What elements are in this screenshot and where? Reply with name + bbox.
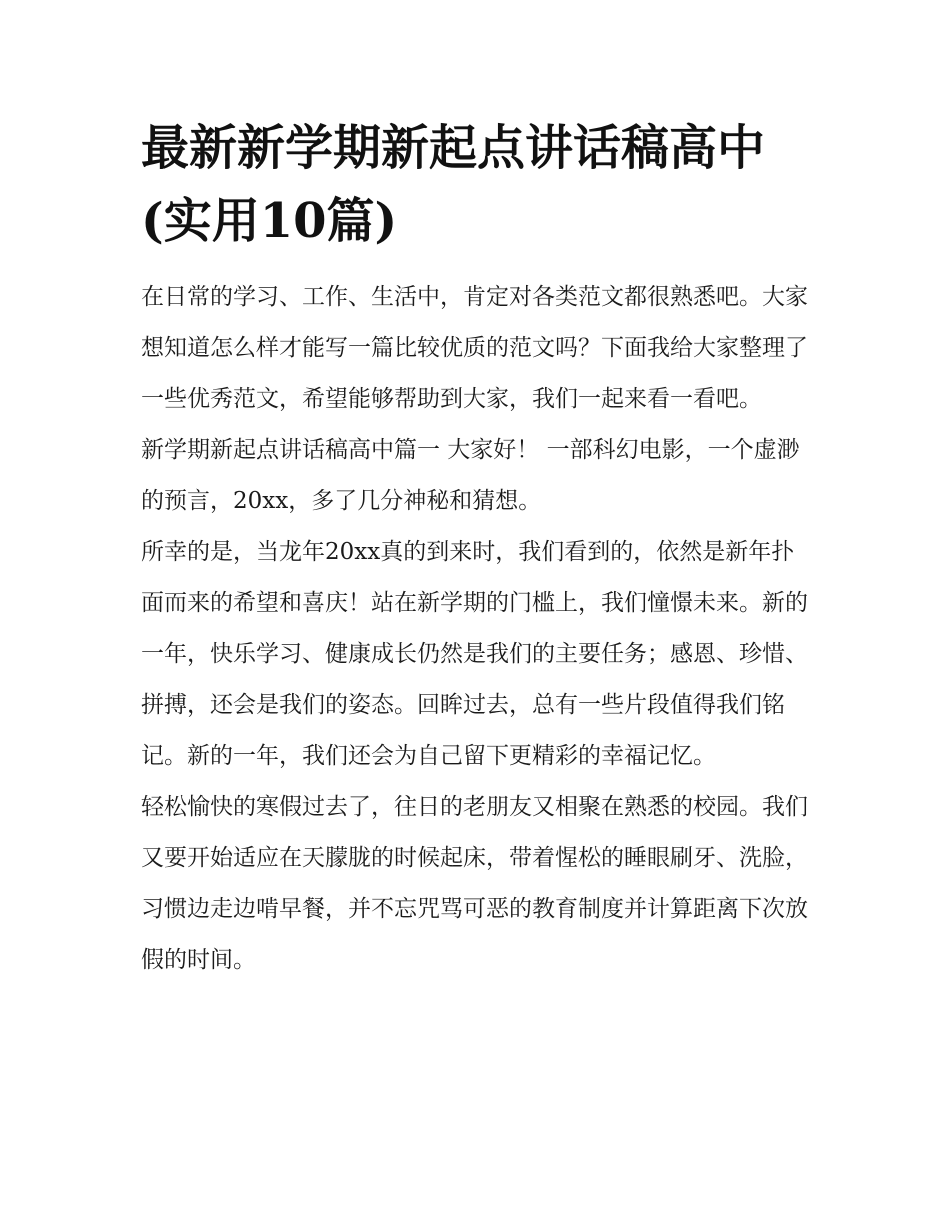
paragraph-3: 轻松愉快的寒假过去了，往日的老朋友又相聚在熟悉的校园。我们又要开始适应在天朦胧的时候起床，带着惺松的睡眼刷牙、洗脸，习惯边走边啃早餐，并不忘咒骂可恶的教育制度并计算距离下次放假的时间。 <box>141 794 808 973</box>
document-body <box>141 112 816 986</box>
paragraph-intro: 在日常的学习、工作、生活中，肯定对各类范文都很熟悉吧。大家想知道怎么样才能写一篇比较优质的范文吗？下面我给大家整理了一些优秀范文，希望能够帮助到大家，我们一起来看一看吧。 <box>141 284 808 412</box>
paragraph-1: 新学期新起点讲话稿高中篇一 大家好！ 一部科幻电影，一个虚渺的预言，20xx，多了几分神秘和猜想。 <box>141 437 800 514</box>
document-title: 最新新学期新起点讲话稿高中(实用10篇) <box>141 120 766 249</box>
paragraph-2: 所幸的是，当龙年20xx真的到来时，我们看到的，依然是新年扑面而来的希望和喜庆！站在新学期的门槛上，我们憧憬未来。新的一年，快乐学习、健康成长仍然是我们的主要任务；感恩、珍惜、拼搏，还会是我们的姿态。回眸过去，总有一些片段值得我们铭记。新的一年，我们还会为自己留下更精彩的幸福记忆。 <box>141 539 808 769</box>
